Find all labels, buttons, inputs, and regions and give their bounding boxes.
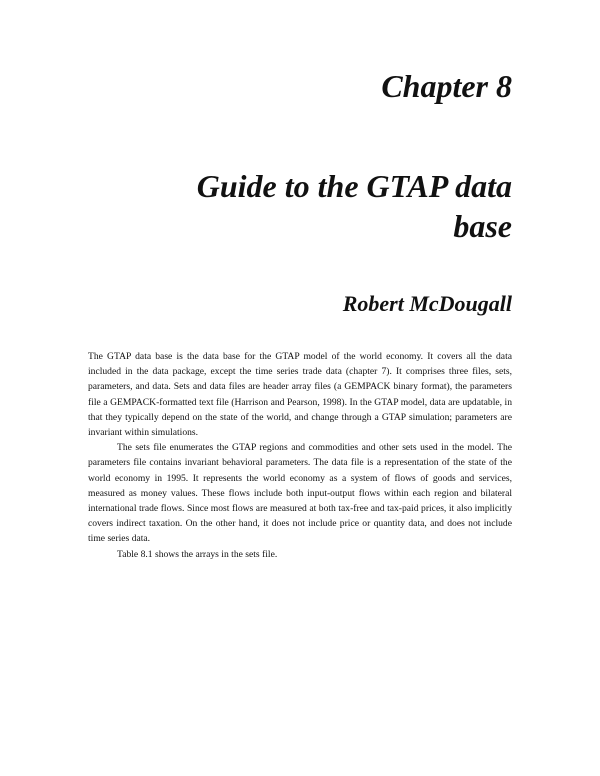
body-text (88, 349, 512, 562)
author-name: Robert McDougall (342, 291, 512, 316)
paragraph-3: Table 8.1 shows the arrays in the sets file. (117, 548, 278, 560)
paragraph-1: The GTAP data base is the data base for the GTAP model of the world economy. It covers all the data included in the data package, except the time series trade data (chapter 7). It comprises three files, sets, parameters, and data. Sets and data files are header array files (a GEMPACK binary format), the parameters file a GEMPACK-formatted text file (Harrison and Pearson, 1998). In the GTAP model, data are updatable, in that they typically depend on the state of the world, and change through a GTAP simulation; parameters are invariant within simulations. (88, 351, 512, 439)
chapter-number: Chapter 8 (381, 68, 512, 104)
paragraph-2: The sets file enumerates the GTAP regions and commodities and other sets used in the model. The parameters file contains invariant behavioral parameters. The data file is a representation of the state of the world economy in 1995. It represents the world economy as a system of flows of goods and services, measured as money values. These flows include both input-output flows within each region and bilateral international trade flows. Since most flows are measured at both tax-free and tax-paid prices, it also implicitly covers indirect taxation. On the other hand, it does not include price or quantity data, and does not include time series data. (88, 442, 512, 545)
chapter-title-line-1: Guide to the GTAP data (196, 168, 512, 204)
chapter-title-line-2: base (453, 208, 512, 244)
chapter-title (92, 166, 512, 246)
